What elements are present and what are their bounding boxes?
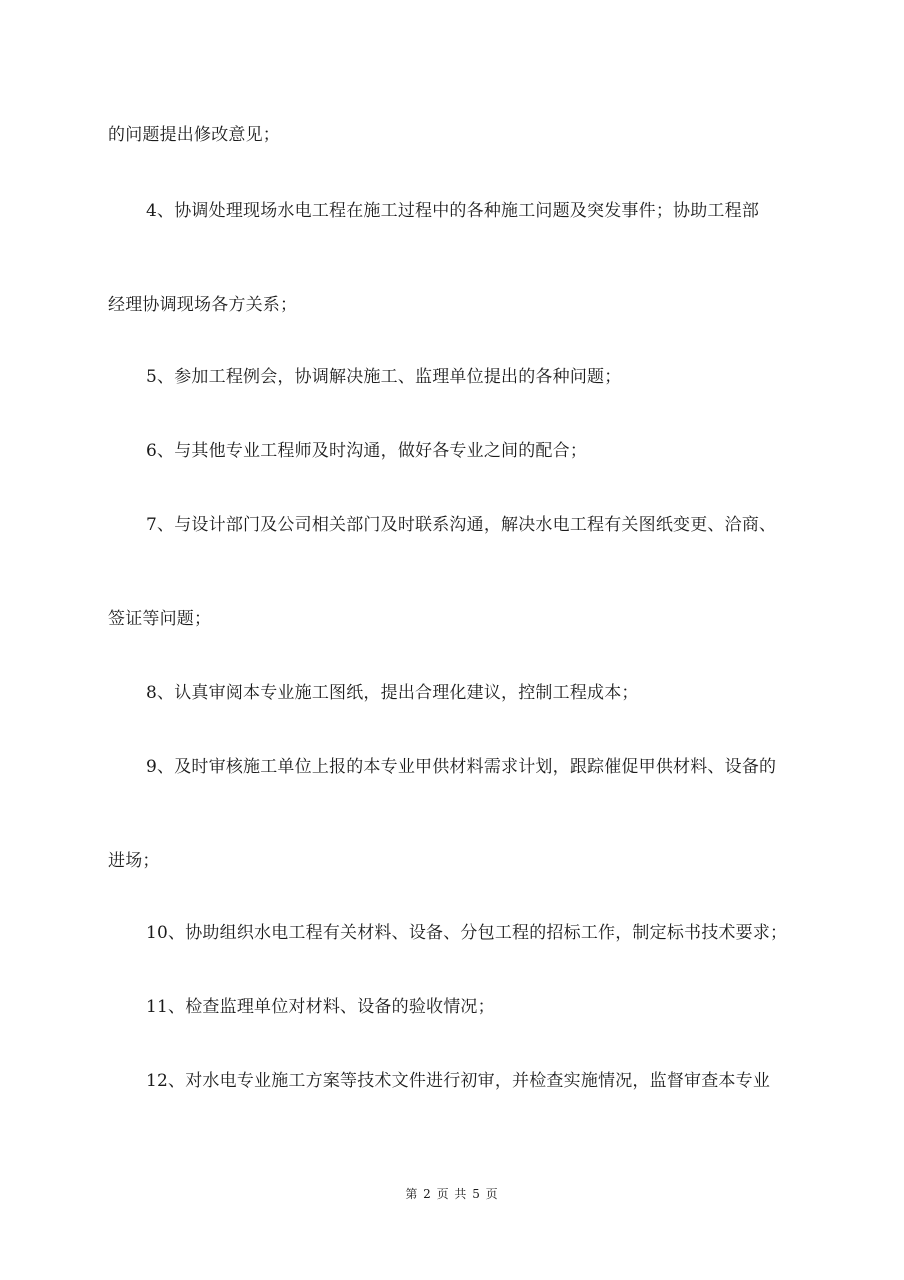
text-line: 7、与设计部门及公司相关部门及时联系沟通，解决水电工程有关图纸变更、洽商、 — [146, 515, 777, 535]
text-line: 12、对水电专业施工方案等技术文件进行初审，并检查实施情况，监督审查本专业 — [146, 1071, 771, 1091]
page-footer: 第 2 页 共 5 页 — [405, 1187, 499, 1201]
text-line: 4、协调处理现场水电工程在施工过程中的各种施工问题及突发事件；协助工程部 — [146, 201, 760, 221]
text-line: 6、与其他专业工程师及时沟通，做好各专业之间的配合； — [146, 441, 588, 461]
text-line: 进场； — [108, 851, 160, 871]
text-line: 签证等问题； — [108, 609, 212, 629]
text-line: 8、认真审阅本专业施工图纸，提出合理化建议，控制工程成本； — [146, 683, 639, 703]
text-line: 经理协调现场各方关系； — [108, 295, 298, 315]
text-line: 的问题提出修改意见； — [108, 125, 280, 145]
text-line: 5、参加工程例会，协调解决施工、监理单位提出的各种问题； — [146, 367, 622, 387]
text-line: 11、检查监理单位对材料、设备的验收情况； — [146, 997, 495, 1017]
text-line: 10、协助组织水电工程有关材料、设备、分包工程的招标工作，制定标书技术要求； — [146, 923, 788, 943]
text-line: 9、及时审核施工单位上报的本专业甲供材料需求计划，跟踪催促甲供材料、设备的 — [146, 757, 777, 777]
